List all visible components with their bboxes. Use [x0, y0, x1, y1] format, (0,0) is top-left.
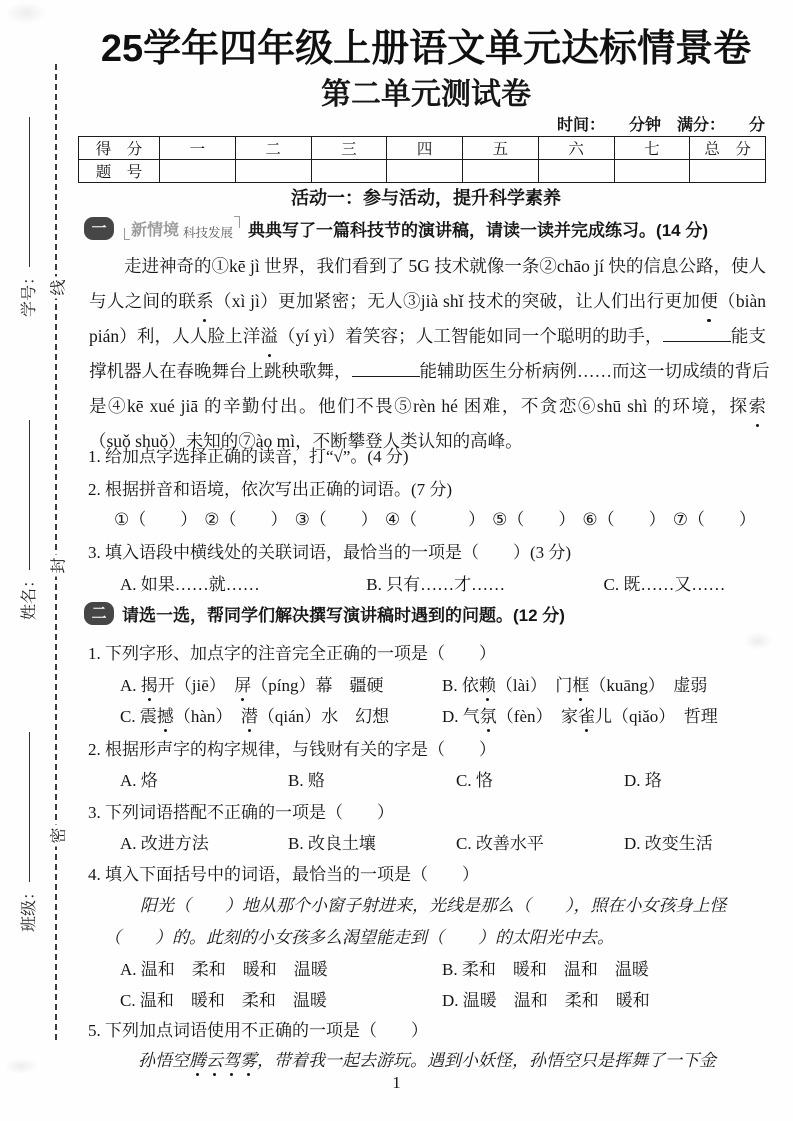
score-table-row-2 — [79, 160, 766, 183]
score-col-total: 总 分 — [690, 137, 766, 160]
passage-line: 与人之间的联系（xì jì）更加紧密；无人③jià shǐ 技术的突破，让人们出行更加便（biàn — [89, 284, 766, 319]
sec2-question-1-stem: 1. 下列字形、加点字的注音完全正确的一项是（ ） — [88, 644, 496, 663]
context-tag-main: 新情境 — [131, 222, 180, 239]
exam-title: 25学年四年级上册语文单元达标情景卷 — [100, 28, 752, 70]
section-two-badge: 二 — [84, 602, 114, 625]
answer-blank-2: ②（ ） — [204, 510, 288, 529]
name-blank — [25, 420, 30, 570]
option-a: A. 温和 柔和 暖和 温暖 — [120, 960, 328, 979]
option-c: C. 震撼（hàn） 潜（qián）水 幻想 — [120, 705, 442, 729]
score-col-6: 六 — [538, 137, 614, 160]
option-a: A. 烙 — [120, 771, 158, 790]
name-label: 姓名： — [21, 571, 38, 620]
reading-passage — [89, 249, 770, 459]
sec1-question-2-answer-blanks — [114, 508, 756, 532]
option-d: D. 珞 — [624, 771, 662, 790]
score-col-7: 七 — [614, 137, 690, 160]
context-tag-sub: 科技发展 — [183, 226, 234, 240]
option-c: C. 改善水平 — [456, 834, 544, 853]
student-id-label: 学号： — [21, 268, 38, 317]
passage-line: 走进神奇的①kē jì 世界，我们看到了 5G 技术就像一条②chāo jí 快的信息公路，使人 — [124, 256, 766, 276]
empty-cell — [235, 160, 311, 183]
empty-cell — [538, 160, 614, 183]
answer-blank-5: ⑤（ ） — [492, 510, 576, 529]
sec2-question-4-options-ab — [120, 958, 766, 982]
option-b: B. 柔和 暖和 温和 温暖 — [442, 960, 649, 979]
sec1-question-3-stem: 3. 填入语段中横线处的关联词语，最恰当的一项是（ ）(3 分) — [88, 543, 572, 562]
context-tag — [124, 216, 240, 241]
score-table-row-1 — [79, 137, 766, 160]
score-col-5: 五 — [463, 137, 539, 160]
question-number-label-cell: 题 号 — [79, 160, 160, 183]
score-col-3: 三 — [311, 137, 387, 160]
student-id-field — [16, 117, 39, 317]
sec1-question-2-stem: 2. 根据拼音和语境，依次写出正确的词语。(7 分) — [88, 480, 453, 499]
option-b: B. 赂 — [288, 771, 325, 790]
seal-char-feng: 封 — [42, 555, 73, 577]
answer-blank-3: ③（ ） — [294, 510, 378, 529]
seal-char-mi: 密 — [42, 825, 73, 847]
section-two-header — [84, 601, 565, 626]
page-number: 1 — [392, 1073, 401, 1092]
sec1-question-1-stem: 1. 给加点字选择正确的读音，打“√”。(4 分) — [88, 447, 409, 466]
sec1-question-3-options — [120, 573, 766, 597]
score-col-4: 四 — [387, 137, 463, 160]
answer-blank-7: ⑦（ ） — [672, 510, 756, 529]
passage-line: 撑机器人在春晚舞台上跳秧歌舞， 能辅助医生分析病例……而这一切成绩的背后 — [89, 354, 766, 389]
sec2-question-5-stem: 5. 下列加点词语使用不正确的一项是（ ） — [88, 1021, 428, 1040]
score-table — [78, 136, 766, 183]
score-col-2: 二 — [235, 137, 311, 160]
option-b: B. 改良土壤 — [288, 834, 376, 853]
sec2-question-4-options-cd — [120, 989, 766, 1013]
class-blank — [25, 732, 30, 882]
option-b: B. 只有……才…… — [366, 575, 506, 594]
option-d: D. 气氛（fèn） 家雀儿（qiǎo） 哲理 — [442, 705, 718, 729]
passage-line: 是④kē xué jiā 的辛勤付出。他们不畏⑤rèn hé 困难，不贪恋⑥shū shì 的环境，探索 — [89, 389, 766, 424]
option-d: D. 改变生活 — [624, 834, 713, 853]
answer-blank-1: ①（ ） — [114, 510, 198, 529]
answer-blank-4: ④（ ） — [384, 510, 486, 529]
section-one-lead: 典典写了一篇科技节的演讲稿，请读一读并完成练习。(14 分) — [248, 221, 708, 240]
scan-smudge — [4, 1058, 38, 1074]
scan-smudge — [6, 2, 46, 24]
class-label: 班级： — [21, 883, 38, 932]
empty-cell — [311, 160, 387, 183]
sec2-question-1-options-cd — [120, 705, 766, 729]
sec2-question-4-passage-line-1: 阳光（ ）地从那个小窗子射进来，光线是那么（ ），照在小女孩身上怪 — [140, 896, 727, 915]
time-score-meta: 时间： 分钟 满分： 分 — [556, 117, 765, 134]
class-field — [16, 732, 39, 932]
score-col-1: 一 — [160, 137, 236, 160]
passage-line: （suǒ shuǒ）未知的⑦ào mì，不断攀登人类认知的高峰。 — [89, 431, 523, 451]
name-field — [16, 420, 39, 620]
activity-heading: 活动一：参与活动，提升科学素养 — [291, 188, 561, 208]
option-c: C. 恪 — [456, 771, 493, 790]
empty-cell — [387, 160, 463, 183]
sec2-question-5-passage: 孙悟空腾云驾雾，带着我一起去游玩。遇到小妖怪，孙悟空只是挥舞了一下金 — [138, 1049, 766, 1073]
section-two-lead: 请选一选，帮同学们解决撰写演讲稿时遇到的问题。(12 分) — [122, 606, 565, 625]
sec2-question-2-stem: 2. 根据形声字的构字规律，与钱财有关的字是（ ） — [88, 740, 496, 759]
sec2-question-3-stem: 3. 下列词语搭配不正确的一项是（ ） — [88, 803, 394, 822]
option-a: A. 改进方法 — [120, 834, 209, 853]
sec2-question-4-passage-line-2: （ ）的。此刻的小女孩多么渴望能走到（ ）的太阳光中去。 — [104, 928, 614, 947]
sec2-question-4-stem: 4. 填入下面括号中的词语，最恰当的一项是（ ） — [88, 865, 479, 884]
option-d: D. 温暖 温和 柔和 暖和 — [442, 991, 650, 1010]
empty-cell — [614, 160, 690, 183]
option-a: A. 揭开（jiē） 屏（píng）幕 疆硬 — [120, 674, 442, 698]
section-one-badge: 一 — [84, 217, 114, 240]
student-id-blank — [25, 117, 30, 267]
option-b: B. 依赖（lài） 门框（kuāng） 虚弱 — [442, 674, 707, 698]
passage-line: pián）利，人人脸上洋溢（yí yì）着笑容；人工智能如同一个聪明的助手， 能支 — [89, 319, 766, 354]
option-c: C. 温和 暖和 柔和 温暖 — [120, 991, 327, 1010]
sec2-question-2-options — [120, 769, 766, 793]
option-a: A. 如果……就…… — [120, 575, 260, 594]
score-label-cell: 得 分 — [79, 137, 160, 160]
section-one-header — [84, 216, 708, 241]
seal-dashed-line — [55, 64, 57, 1040]
empty-cell — [160, 160, 236, 183]
sec2-question-1-options-ab — [120, 674, 766, 698]
exam-subtitle: 第二单元测试卷 — [321, 78, 531, 111]
seal-char-line: 线 — [42, 277, 73, 299]
sec2-question-3-options — [120, 832, 766, 856]
empty-cell — [690, 160, 766, 183]
answer-blank-6: ⑥（ ） — [582, 510, 666, 529]
option-c: C. 既……又…… — [603, 575, 726, 594]
empty-cell — [463, 160, 539, 183]
